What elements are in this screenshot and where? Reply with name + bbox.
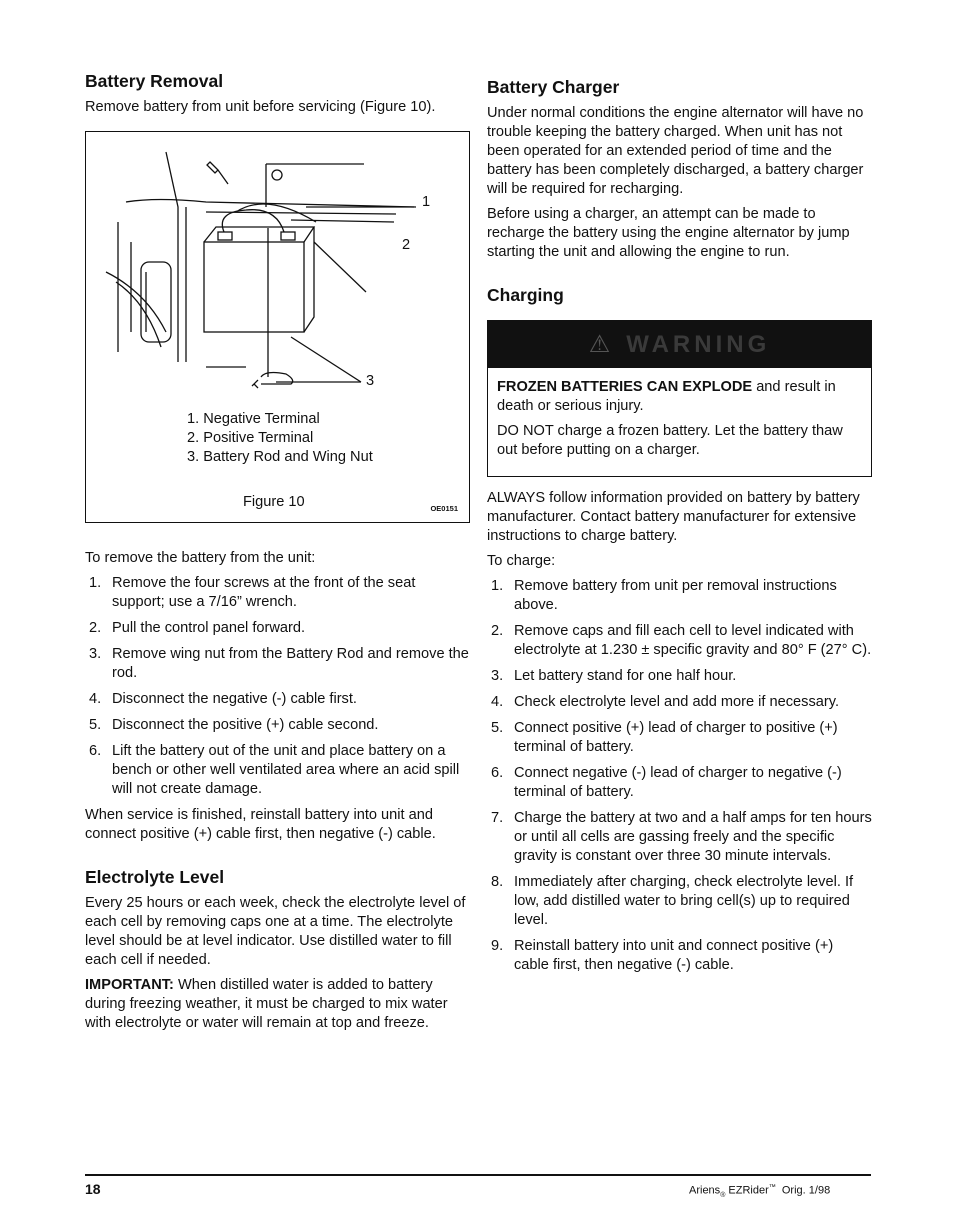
important-note: IMPORTANT: When distilled water is added to battery during freezing weather, it must be charged to mix water with electrolyte or water will remain at top and freeze. [85,977,448,1031]
charger-para-1: Under normal conditions the engine alternator will have no trouble keeping the battery charged. When unit has not been operated for an extended period of time and the battery has been completely discharged, a battery charger will be required for recharging. [487,105,864,197]
footer-product: Ariens$_®$ EZRider™ Orig. 1/98 [689,1184,831,1199]
list-item: 2. Remove caps and fill each cell to level indicated with electrolyte at 1.230 ± specific gravity and 80° F (27° C). [491,623,872,658]
important-label: IMPORTANT: [85,977,174,993]
list-item: 3. Let battery stand for one half hour. [491,668,737,684]
removal-steps-intro: To remove the battery from the unit: [85,550,316,566]
electrolyte-heading: Electrolyte Level [85,867,225,887]
page-number: 18 [85,1181,101,1197]
removal-closing: When service is finished, reinstall battery into unit and connect positive (+) cable first, then negative (-) cable. [85,807,436,842]
always-follow-para: ALWAYS follow information provided on battery by battery manufacturer. Contact battery manufacturer for extensive instructions to charge battery. [487,490,860,544]
charging-heading: Charging [487,285,564,305]
legend-item: 1. Negative Terminal [187,411,320,427]
warning-triangle-icon: ⚠ [588,331,615,358]
callout-3: 3 [366,373,375,389]
warning-box [487,320,872,477]
callout-1: 1 [422,194,431,210]
legend-item: 2. Positive Terminal [187,430,314,446]
list-item: 6. Lift the battery out of the unit and place battery on a bench or other well ventilated area where an acid spill will not create damage. [89,743,460,797]
footer-rule [85,1174,871,1176]
warning-text-2: DO NOT charge a frozen battery. Let the battery thaw out before putting on a charger. [497,423,843,458]
figure-legend [187,410,373,467]
list-item: 3. Remove wing nut from the Battery Rod and remove the rod. [89,646,469,681]
figure-10 [85,131,470,523]
battery-removal-intro: Remove battery from unit before servicing (Figure 10). [85,99,436,115]
battery-charger-heading: Battery Charger [487,77,620,97]
electrolyte-para: Every 25 hours or each week, check the electrolyte level of each cell by removing caps one at a time. The electrolyte level should be at level indicator. Use distilled water to fill each cell if needed. [85,895,466,968]
list-item: 8. Immediately after charging, check electrolyte level. If low, add distilled water to bring cell(s) up to required level. [491,874,854,928]
charging-steps-list [487,577,872,975]
callout-2: 2 [402,237,411,253]
list-item: 4. Check electrolyte level and add more if necessary. [491,694,840,710]
frame-line [166,152,178,362]
list-item: 5. Connect positive (+) lead of charger to positive (+) terminal of battery. [491,720,838,755]
left-column [85,70,470,1039]
list-item: 7. Charge the battery at two and a half amps for ten hours or until all cells are gassing freely and the specific gravity is constant over three 30 minute intervals. [491,810,872,864]
battery-removal-heading: Battery Removal [85,71,224,91]
to-charge-label: To charge: [487,553,556,569]
warning-text-1: FROZEN BATTERIES CAN EXPLODE and result in death or serious injury. [497,379,836,414]
list-item: 4. Disconnect the negative (-) cable first. [89,691,357,707]
right-column [487,70,872,982]
list-item: 2. Pull the control panel forward. [89,620,306,636]
list-item: 6. Connect negative (-) lead of charger to negative (-) terminal of battery. [491,765,842,800]
figure-code: OE0151 [430,504,458,513]
list-item: 5. Disconnect the positive (+) cable second. [89,717,379,733]
figure-caption: Figure 10 [243,494,305,510]
warning-header: ⚠ WARNING [488,321,871,368]
list-item: 9. Reinstall battery into unit and connect positive (+) cable first, then negative (-) cable. [491,938,834,973]
legend-item: 3. Battery Rod and Wing Nut [187,449,373,465]
list-item: 1. Remove battery from unit per removal instructions above. [491,578,837,613]
removal-steps-list [85,574,470,799]
charger-para-2: Before using a charger, an attempt can be made to recharge the battery using the engine alternator by jump starting the unit and allowing the engine to run. [487,206,850,260]
list-item: 1. Remove the four screws at the front of the seat support; use a 7/16” wrench. [89,575,416,610]
